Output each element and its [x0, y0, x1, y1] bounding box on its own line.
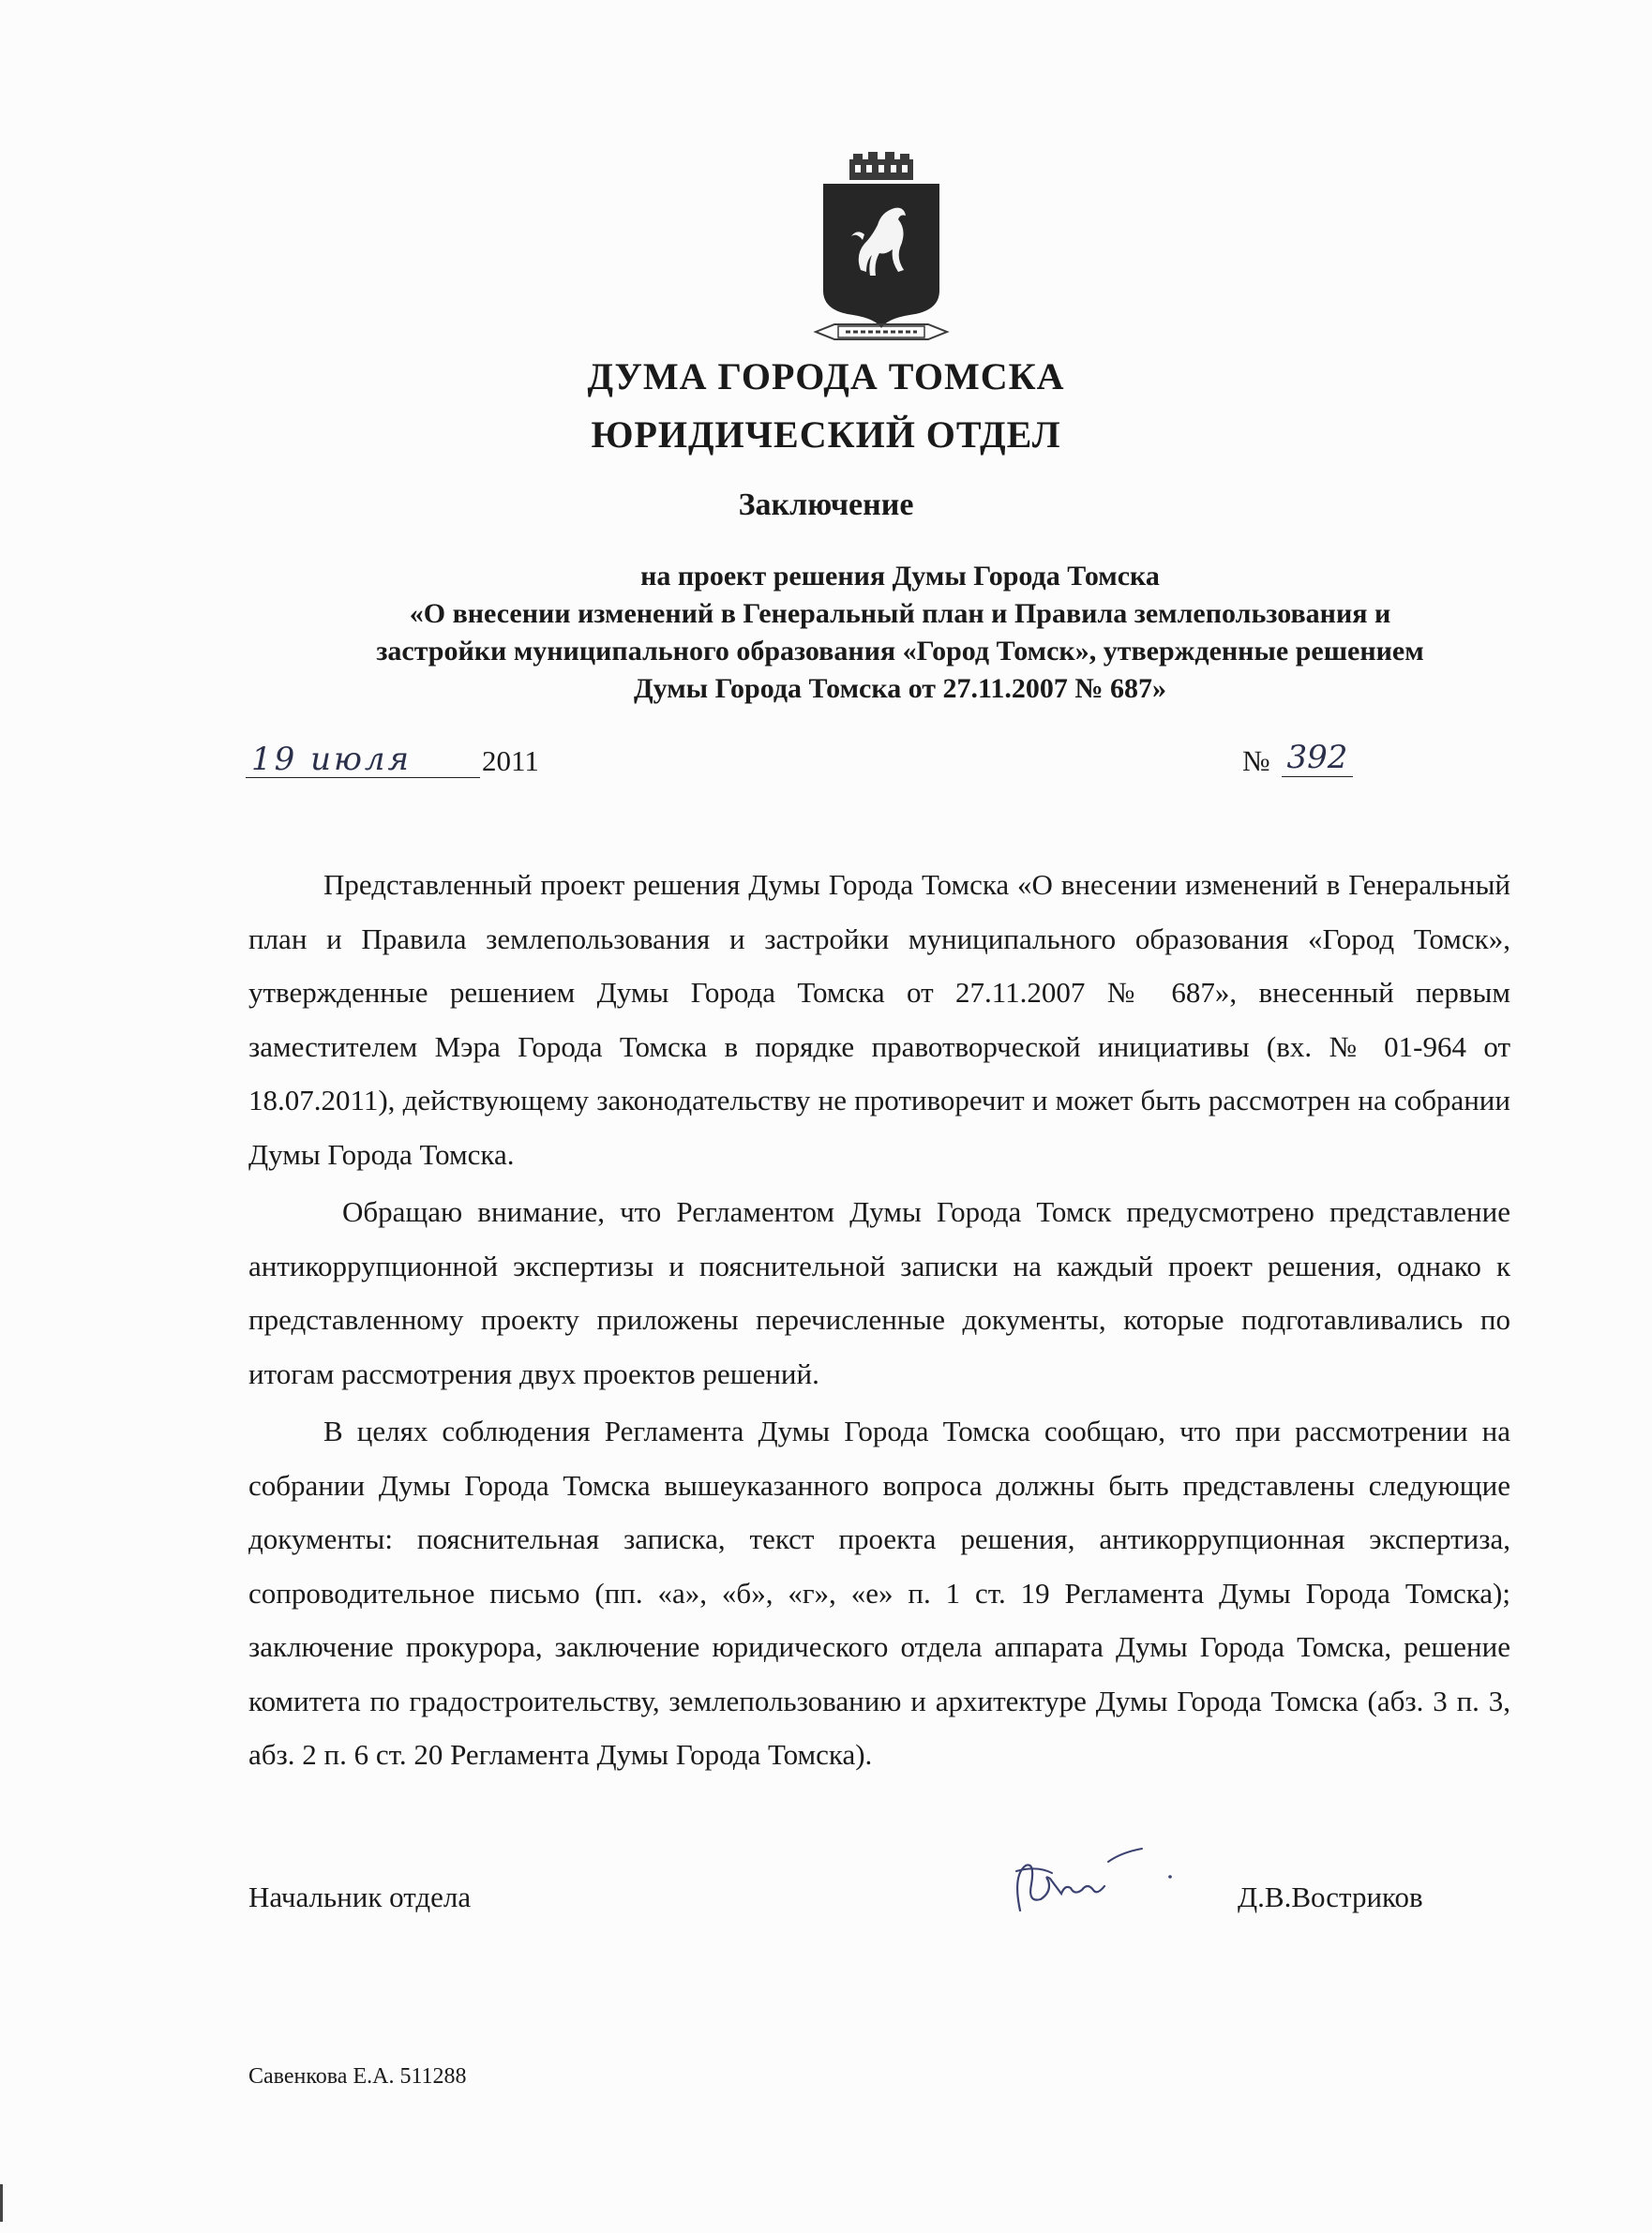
date-year: 2011 [482, 744, 539, 777]
handwritten-number: 392 [1282, 739, 1353, 777]
subject-line: на проект решения Думы Города Томска [640, 561, 1160, 592]
body-text [248, 858, 1510, 1786]
executor-contact: Савенкова Е.А. 511288 [248, 2064, 467, 2089]
signatory-name: Д.В.Востриков [1238, 1881, 1423, 1913]
document-type: Заключение [738, 487, 914, 522]
number-sign: № [1242, 744, 1270, 777]
subject-line: Думы Города Томска от 27.11.2007 № 687» [633, 673, 1167, 704]
body-paragraph: Обращаю внимание, что Регламентом Думы Города Томск предусмотрено представление антикоррупционной экспертизы и пояснительной записки на каждый проект решения, однако к представленному проекту приложены перечисленные документы, которые подготавливались по итогам рассмотрения двух проектов решений. [248, 1195, 1510, 1390]
document-date [246, 741, 677, 787]
document-subject [281, 558, 1519, 708]
tomsk-coat-of-arms-icon [806, 150, 956, 352]
handwritten-signature-icon [1003, 1837, 1191, 1931]
body-paragraph: В целях соблюдения Регламента Думы Города Томска сообщаю, что при рассмотрении на собрании Думы Города Томска вышеуказанного вопроса должны быть представлены следующие документы: пояснительная записка, текст проекта решения, антикоррупционная экспертиза, сопроводительное письмо (пп. «а», «б», «г», «е» п. 1 ст. 19 Регламента Думы Города Томска); заключение прокурора, заключение юридического отдела аппарата Думы Города Томска, решение комитета по градостроительству, землепользованию и архитектуре Думы Города Томска (абз. 3 п. 3, абз. 2 п. 6 ст. 20 Регламента Думы Города Томска). [248, 1415, 1510, 1771]
handwritten-date: 19 июля [246, 741, 480, 778]
body-paragraph: Представленный проект решения Думы Города Томска «О внесении изменений в Генеральный план и Правила землепользования и застройки муниципального образования «Город Томск», утвержденные решением Думы Города Томска от 27.11.2007 № 687», внесенный первым заместителем Мэра Города Томска в порядке правотворческой инициативы (вх. № 01-964 от 18.07.2011), действующему законодательству не противоречит и может быть рассмотрен на собрании Думы Города Томска. [248, 868, 1510, 1171]
subject-line: застройки муниципального образования «Город Томск», утвержденные решением [376, 636, 1424, 667]
signatory-position: Начальник отдела [248, 1881, 472, 1913]
document-number [1242, 739, 1392, 791]
organization-name: ДУМА ГОРОДА ТОМСКА [587, 355, 1065, 397]
subject-line: «О внесении изменений в Генеральный план и Правила землепользования и [409, 598, 1391, 629]
department-name: ЮРИДИЧЕСКИЙ ОТДЕЛ [591, 413, 1061, 456]
scan-edge-mark [0, 2184, 3, 2222]
